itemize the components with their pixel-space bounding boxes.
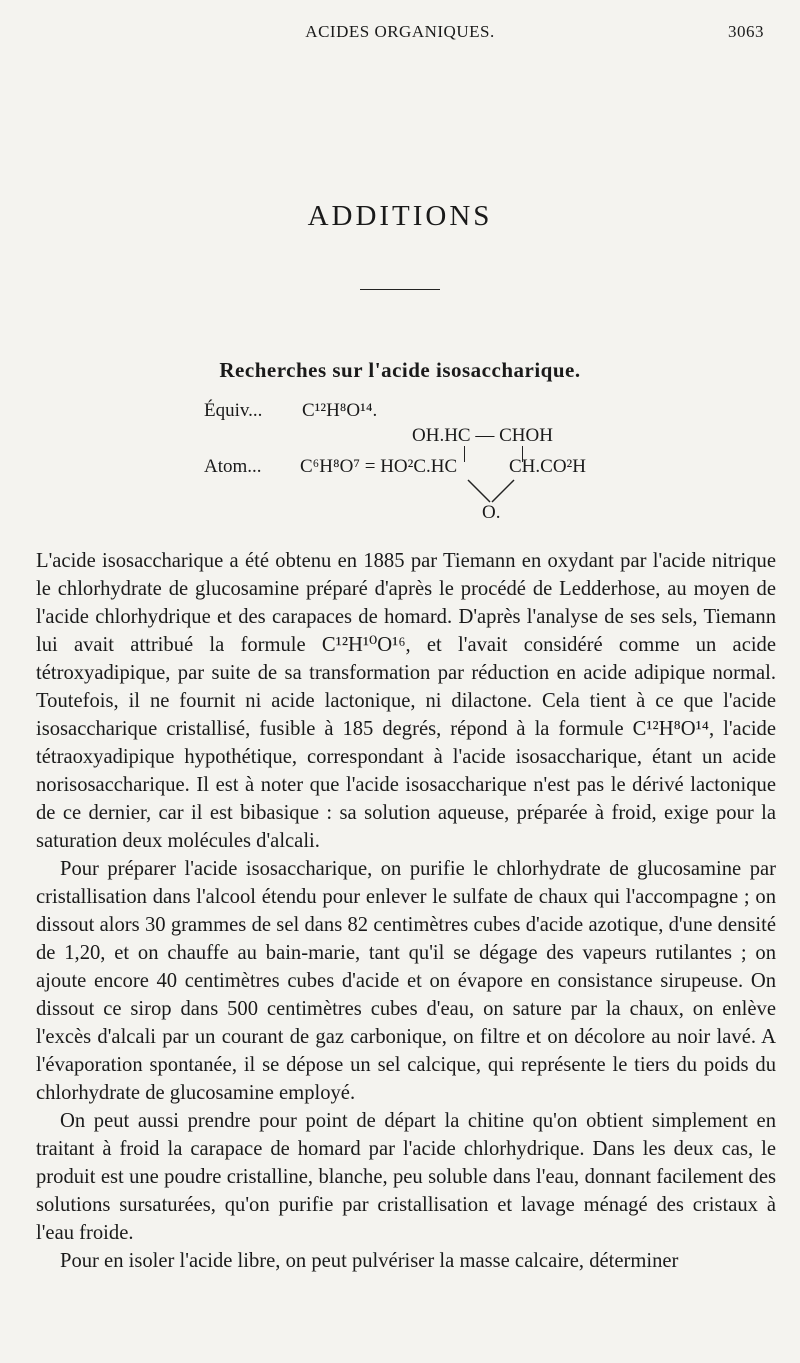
- atom-right: CH.CO²H: [509, 456, 586, 477]
- section-title: ADDITIONS: [307, 200, 493, 232]
- formula-top-line: OH.HC — CHOH: [412, 425, 553, 446]
- paragraph-3: On peut aussi prendre pour point de départ la chitine qu'on obtient simplement en traitant à froid la carapace de homard par l'acide chlorhydrique. Dans les deux cas, le produit est une poudre cristalline, blanche, peu soluble dans l'eau, donnant facilement des solutions sursaturées, qu'on purifie par cristallisation et lavage ménagé des cristaux à l'eau froide.: [36, 1110, 776, 1244]
- running-head: [36, 22, 764, 50]
- page-number: 3063: [728, 22, 764, 41]
- paragraph-4: Pour en isoler l'acide libre, on peut pulvériser la masse calcaire, déterminer: [60, 1250, 679, 1272]
- paragraph-1: L'acide isosaccharique a été obtenu en 1885 par Tiemann en oxydant par l'acide nitrique le chlorhydrate de glucosamine préparé d'après le procédé de Ledderhose, au moyen de l'acide chlorhydrique et des carapaces de homard. D'après l'analyse de ses sels, Tiemann lui avait attribué la formule C¹²H¹⁰O¹⁶, et l'avait considéré comme un acide tétroxyadipique, par suite de sa transformation par réduction en acide adipique normal. Toutefois, il ne fournit ni acide lactonique, ni dilactone. Cela tient à ce que l'acide isosaccharique cristallisé, fusible à 185 degrés, répond à la formule C¹²H⁸O¹⁴, l'acide tétraoxyadipique hypothétique, correspondant à l'acide isosaccharique, étant un acide norisosaccharique. Il est à noter que l'acide isosaccharique n'est pas le dérivé lactonique de ce dernier, car il est bibasique : sa solution aqueuse, préparée à froid, exige pour la saturation deux molécules d'alcali.: [36, 550, 776, 852]
- oxygen-label: O.: [482, 502, 501, 523]
- atom-label: Atom...: [204, 456, 262, 477]
- paragraph-2: Pour préparer l'acide isosaccharique, on purifie le chlorhydrate de glucosamine par cristallisation dans l'alcool étendu pour enlever le sulfate de chaux qui l'accompagne ; on dissout alors 30 grammes de sel dans 82 centimètres cubes d'acide azotique, d'une densité de 1,20, et on chauffe au bain-marie, tant qu'il se dégage des vapeurs rutilantes ; on ajoute encore 40 centimètres cubes d'acide et on évapore en consistance sirupeuse. On dissout ce sirop dans 500 centimètres cubes d'eau, on sature par la chaux, on enlève l'excès d'alcali par un courant de gaz carbonique, on filtre et on décolore au noir lavé. A l'évaporation spontanée, il se dépose un sel calcique, qui représente le tiers du poids du chlorhydrate de glucosamine employé.: [36, 858, 776, 1104]
- equiv-label: Équiv...: [204, 400, 263, 421]
- running-head-title: ACIDES ORGANIQUES.: [305, 22, 495, 41]
- bond-left: [464, 446, 465, 462]
- oxygen-bridge: [466, 478, 526, 504]
- article-subtitle: Recherches sur l'acide isosaccharique.: [219, 358, 581, 382]
- title-rule: [360, 289, 440, 290]
- body-text: [36, 547, 776, 1275]
- equiv-formula: C¹²H⁸O¹⁴.: [302, 400, 378, 421]
- atom-formula: C⁶H⁸O⁷ = HO²C.HC: [300, 456, 458, 477]
